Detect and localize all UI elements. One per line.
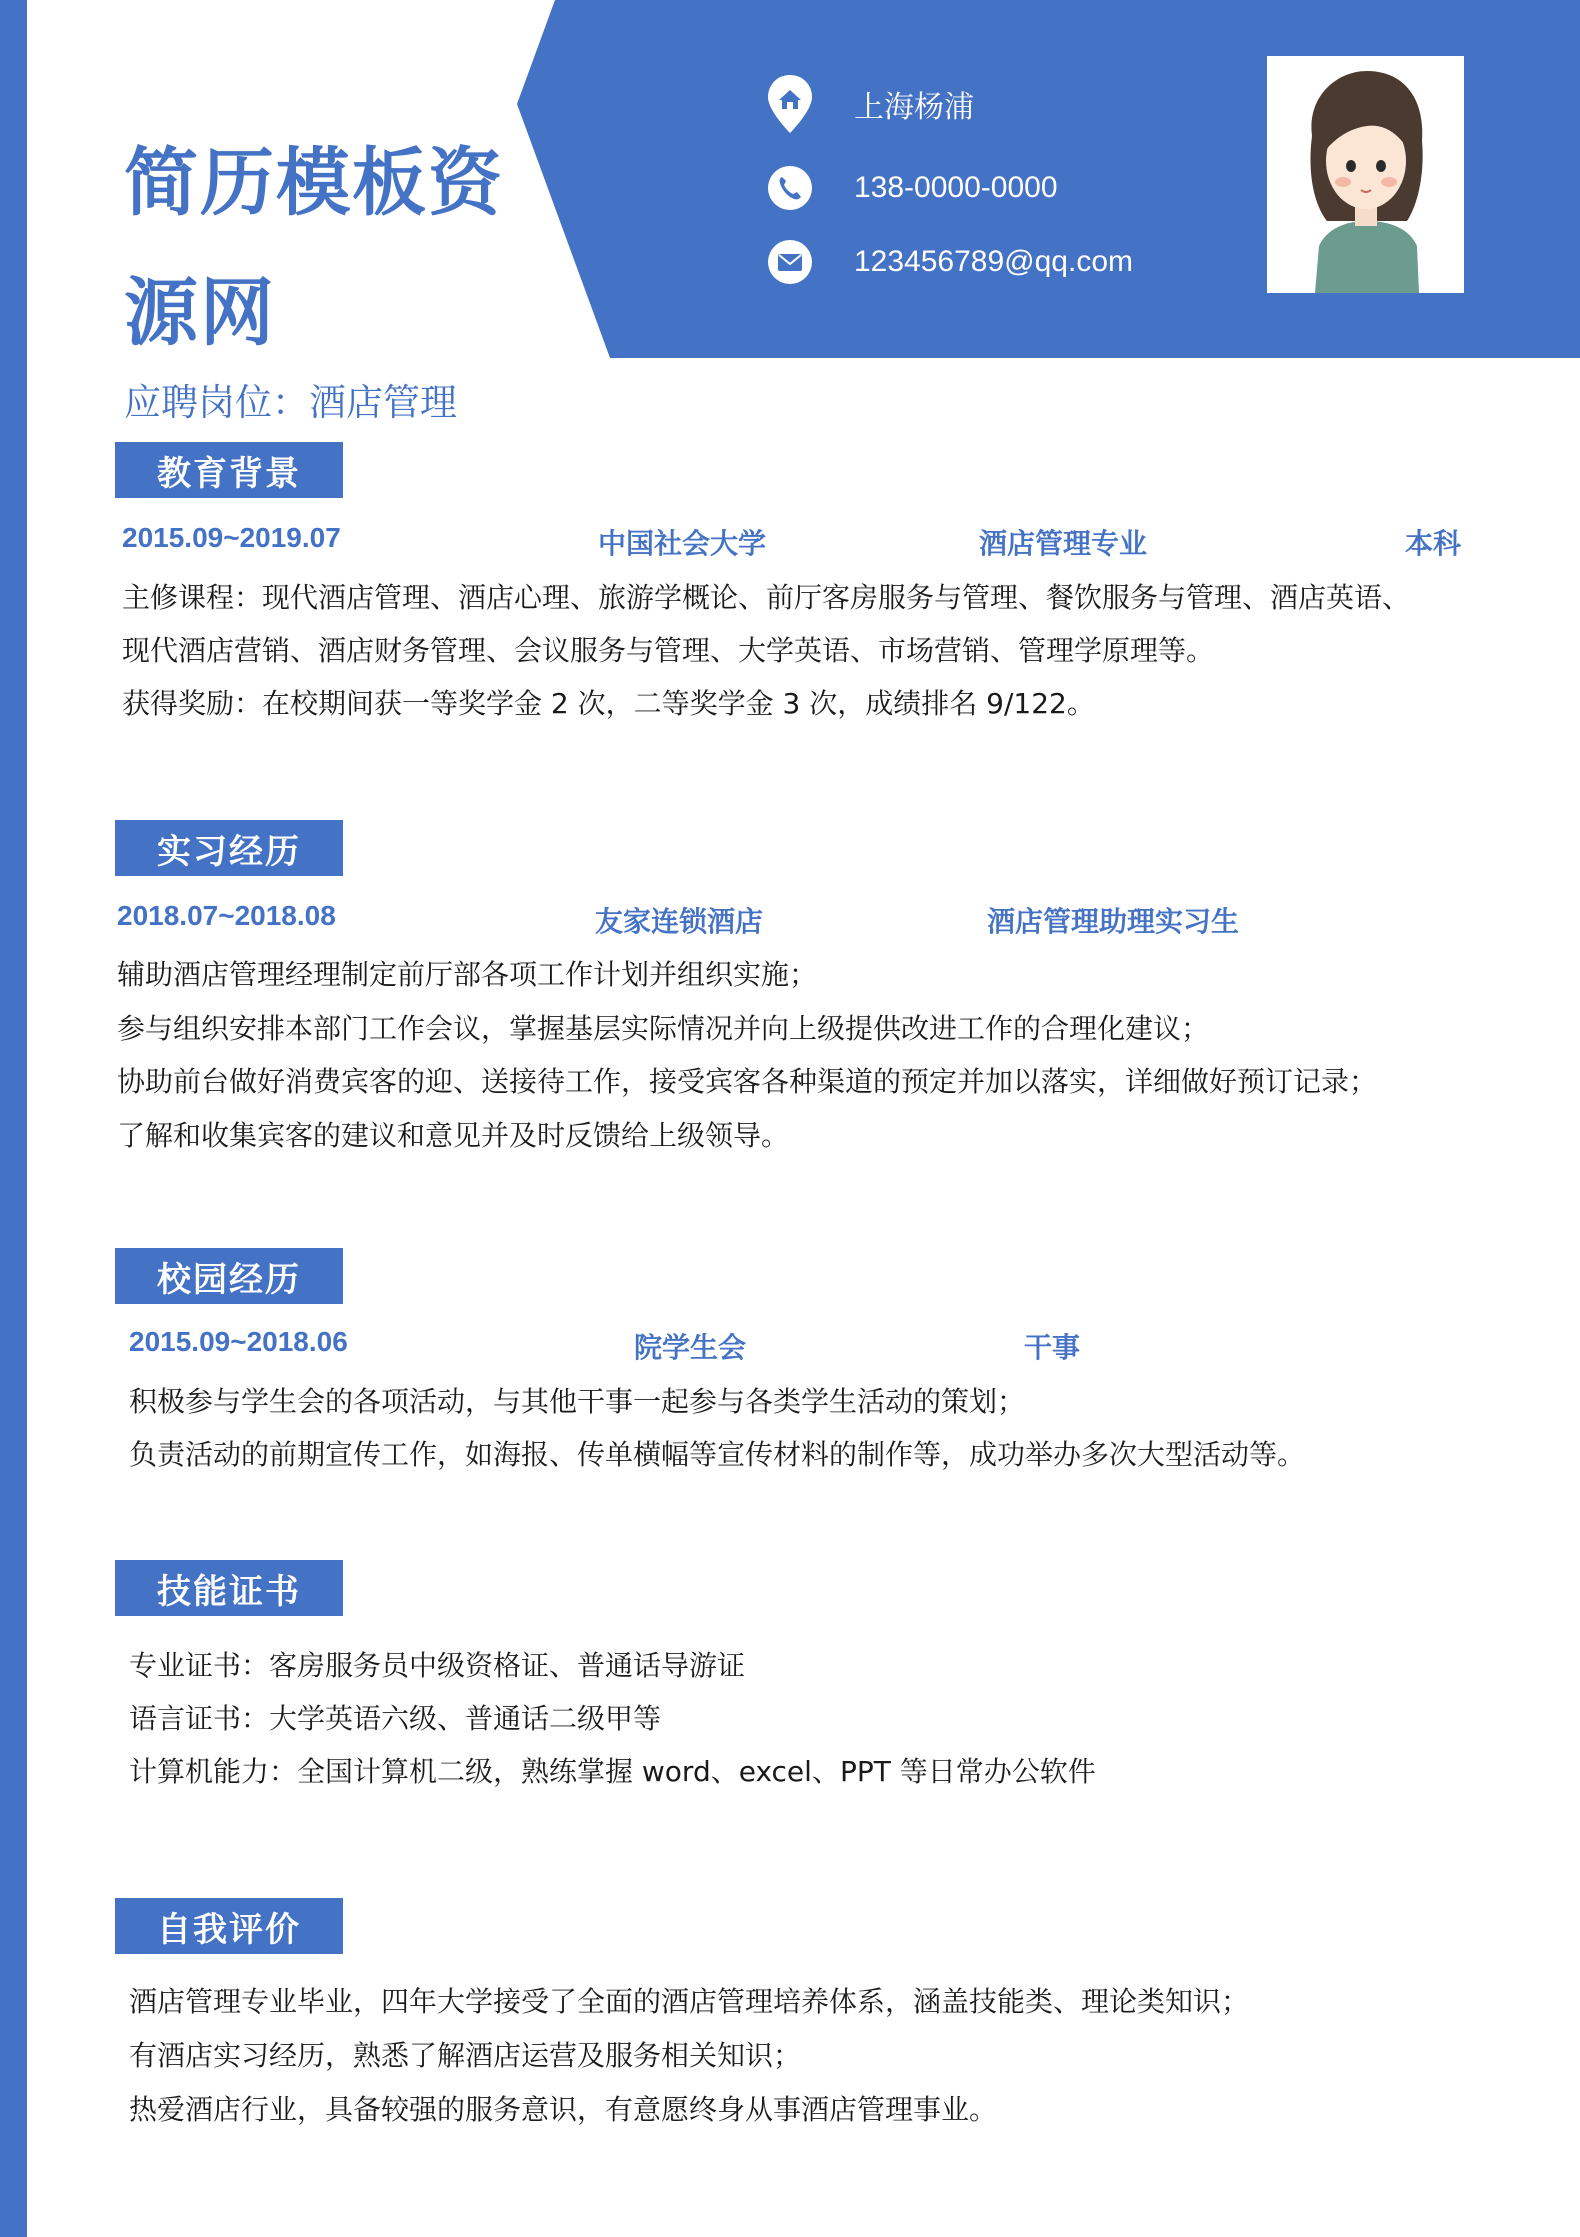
skills-line: 计算机能力：全国计算机二级，熟练掌握 word、excel、PPT 等日常办公软件 [129, 1755, 1096, 1788]
campus-line: 积极参与学生会的各项活动，与其他干事一起参与各类学生活动的策划； [129, 1385, 1026, 1418]
candidate-name: 简历模板资源网 [124, 140, 504, 356]
avatar-illustration [1267, 56, 1464, 293]
education-school: 中国社会大学 [598, 528, 767, 559]
skills-line: 语言证书：大学英语六级、普通话二级甲等 [129, 1702, 662, 1735]
skills-line: 专业证书：客房服务员中级资格证、普通话导游证 [129, 1649, 746, 1682]
campus-line: 负责活动的前期宣传工作，如海报、传单横幅等宣传材料的制作等，成功举办多次大型活动等。 [129, 1438, 1306, 1471]
self-line: 热爱酒店行业，具备较强的服务意识，有意愿终身从事酒店管理事业。 [129, 2093, 998, 2126]
education-line: 获得奖励：在校期间获一等奖学金 2 次，二等奖学金 3 次，成绩排名 9/122。 [122, 687, 1095, 720]
education-degree: 本科 [1405, 528, 1462, 559]
location-text: 上海杨浦 [854, 91, 974, 124]
education-period: 2015.09~2019.07 [122, 522, 341, 553]
internship-role: 酒店管理助理实习生 [987, 906, 1240, 937]
campus-role: 干事 [1024, 1332, 1081, 1363]
location-icon [766, 80, 814, 128]
internship-line: 协助前台做好消费宾客的迎、送接待工作，接受宾客各种渠道的预定并加以落实，详细做好预订记录； [117, 1065, 1378, 1098]
section-campus-title: 校园经历 [115, 1248, 343, 1304]
email-icon [766, 238, 814, 286]
section-internship-title: 实习经历 [115, 820, 343, 876]
self-line: 酒店管理专业毕业，四年大学接受了全面的酒店管理培养体系，涵盖技能类、理论类知识； [129, 1985, 1250, 2018]
section-self-title: 自我评价 [115, 1898, 343, 1954]
education-line: 主修课程：现代酒店管理、酒店心理、旅游学概论、前厅客房服务与管理、餐饮服务与管理、酒店英语、 [122, 581, 1411, 614]
internship-line: 辅助酒店管理经理制定前厅部各项工作计划并组织实施； [117, 958, 818, 991]
campus-period: 2015.09~2018.06 [129, 1326, 348, 1357]
job-position: 应聘岗位：酒店管理 [124, 381, 457, 424]
contact-email [766, 238, 1133, 286]
email-text: 123456789@qq.com [854, 245, 1133, 278]
internship-line: 参与组织安排本部门工作会议，掌握基层实际情况并向上级提供改进工作的合理化建议； [117, 1012, 1210, 1045]
campus-org: 院学生会 [634, 1332, 747, 1363]
education-line: 现代酒店营销、酒店财务管理、会议服务与管理、大学英语、市场营销、管理学原理等。 [122, 634, 1215, 667]
education-major: 酒店管理专业 [979, 528, 1148, 559]
phone-icon [766, 164, 814, 212]
internship-line: 了解和收集宾客的建议和意见并及时反馈给上级领导。 [117, 1119, 790, 1152]
section-skills-title: 技能证书 [115, 1560, 343, 1616]
contact-location [766, 80, 974, 128]
contact-phone [766, 164, 1058, 212]
phone-text: 138-0000-0000 [854, 171, 1058, 204]
internship-company: 友家连锁酒店 [595, 906, 764, 937]
profile-photo [1267, 56, 1464, 293]
internship-period: 2018.07~2018.08 [117, 900, 336, 931]
self-line: 有酒店实习经历，熟悉了解酒店运营及服务相关知识； [129, 2039, 802, 2072]
section-education-title: 教育背景 [115, 442, 343, 498]
